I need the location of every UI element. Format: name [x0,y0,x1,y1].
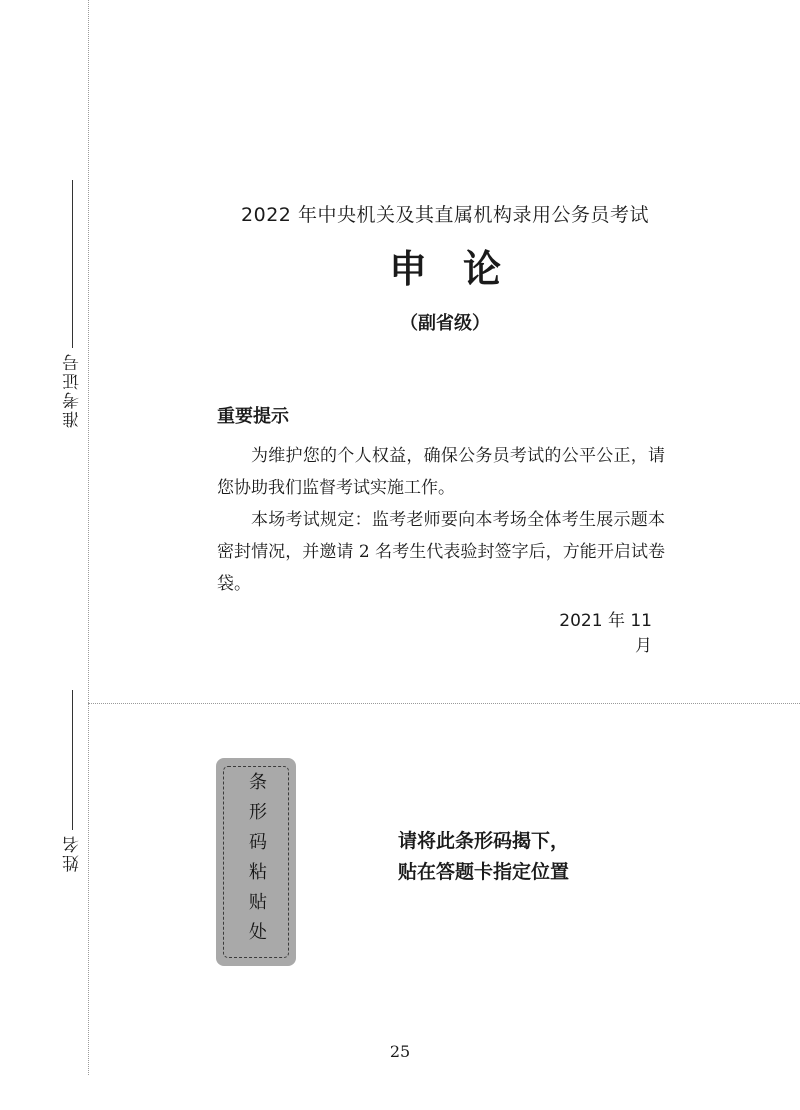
notice-paragraph: 为维护您的个人权益，确保公务员考试的公平公正，请您协助我们监督考试实施工作。 [217,446,665,498]
name-rule [72,690,73,830]
exam-level: （副省级） [400,313,490,334]
instruction-line: 贴在答题卡指定位置 [398,861,570,883]
instruction-line: 请将此条形码揭下， [398,830,570,852]
notice-date: 2021 年 11 月 [559,611,652,656]
admission-number-rule [72,180,73,348]
name-label: 姓名 [62,834,83,872]
barcode-sticker-area[interactable] [216,758,296,966]
binding-line-vertical [88,0,89,1075]
notice-heading: 重要提示 [217,406,289,427]
admission-number-field [60,180,84,428]
page-number: 25 [389,1042,411,1061]
exam-title: 2022 年中央机关及其直属机构录用公务员考试 [241,204,649,226]
name-field [60,690,84,872]
barcode-instruction [398,826,569,888]
subject-title: 申论 [388,246,537,291]
notice-body [217,440,665,600]
admission-number-label: 准考证号 [62,352,83,428]
notice-paragraph: 本场考试规定：监考老师要向本考场全体考生展示题本密封情况，并邀请 2 名考生代表验封签字后，方能开启试卷袋。 [217,510,665,594]
tear-line-horizontal [88,703,800,704]
barcode-dashed-border [223,766,289,958]
barcode-label: 条形码粘贴处 [246,772,267,952]
